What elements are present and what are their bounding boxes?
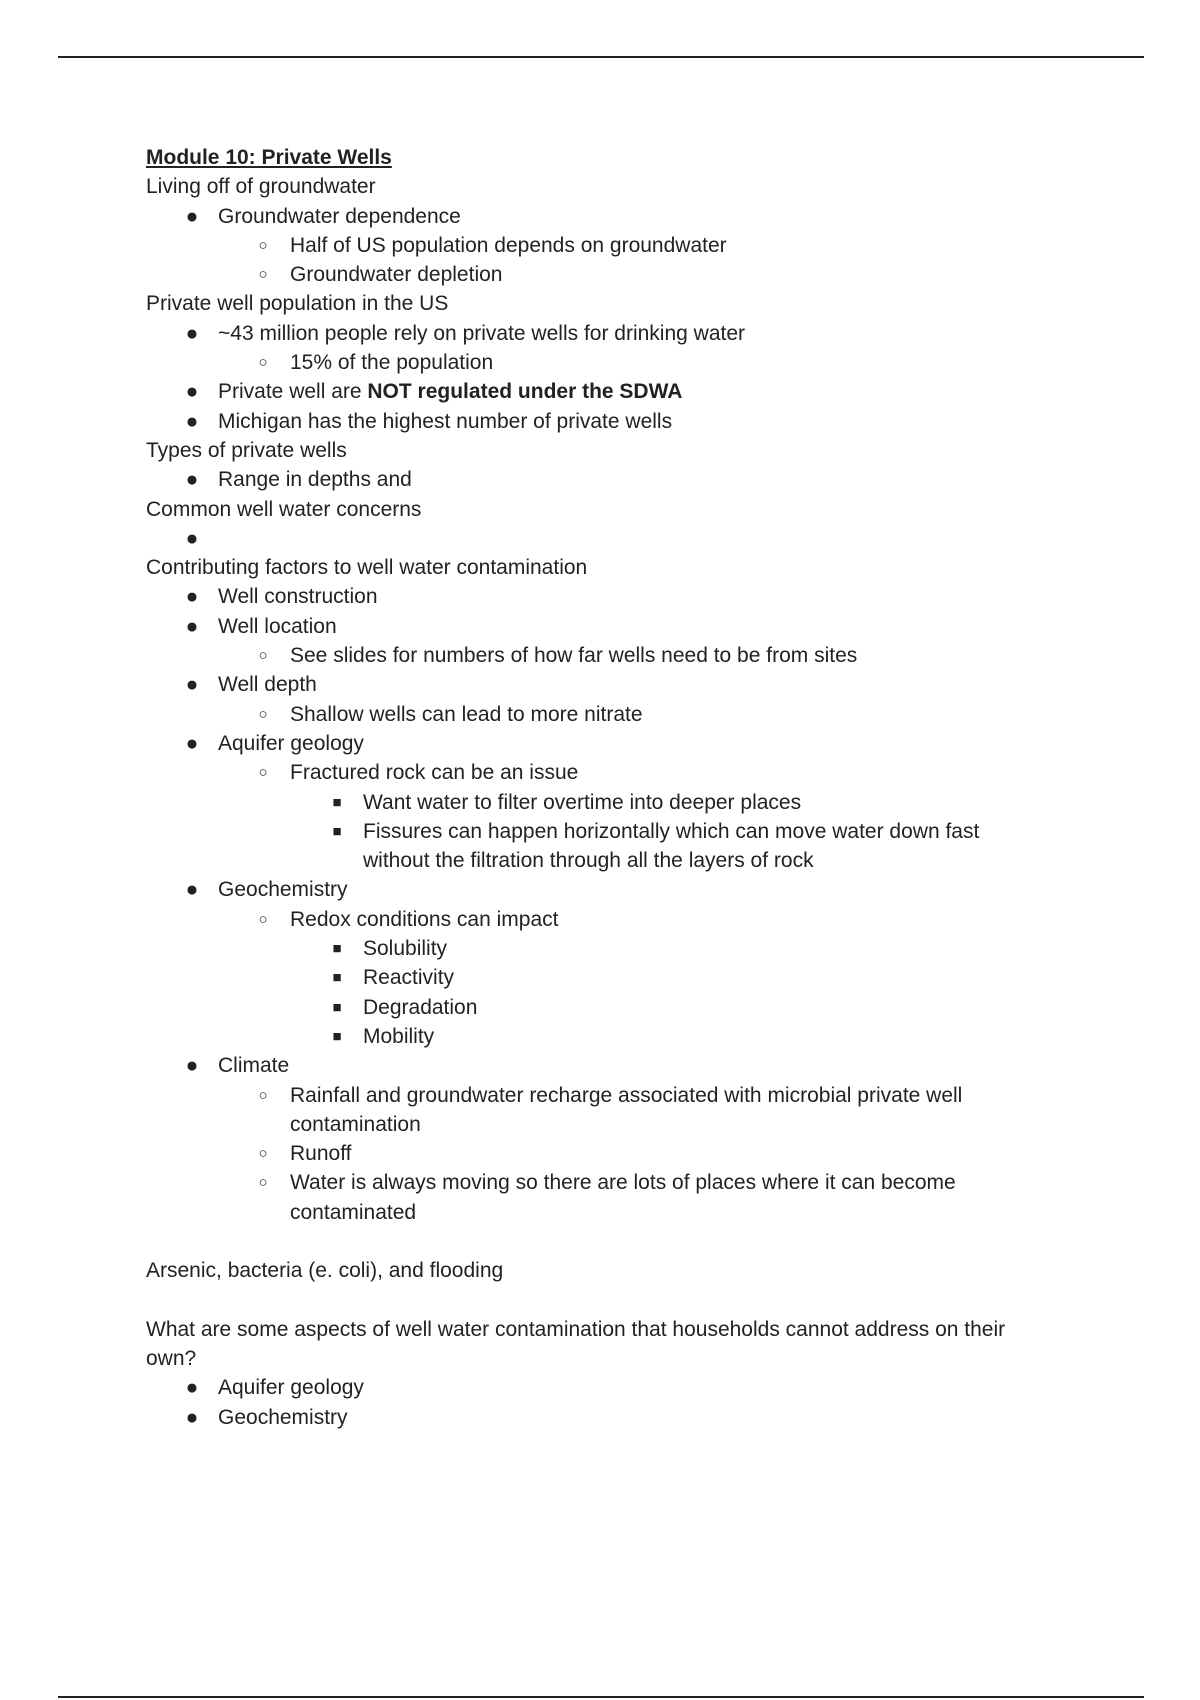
list-item: ■ Reactivity: [146, 963, 1076, 992]
list-item: ● Michigan has the highest number of private wells: [146, 407, 1076, 436]
list-item: ○ Water is always moving so there are lots of places where it can become: [146, 1168, 1076, 1197]
square-bullet-icon: ■: [332, 822, 342, 840]
list-item-continuation: contamination: [290, 1112, 421, 1136]
list-item: ● Well location: [146, 612, 1076, 641]
list-item: ○ Half of US population depends on groundwater: [146, 231, 1076, 260]
list-item: ■ Mobility: [146, 1022, 1076, 1051]
list-item: ○ Runoff: [146, 1139, 1076, 1168]
list-item: ■ Degradation: [146, 993, 1076, 1022]
circle-bullet-icon: ○: [258, 1145, 268, 1163]
disc-bullet-icon: ●: [185, 673, 199, 697]
disc-bullet-icon: ●: [185, 409, 199, 433]
circle-bullet-icon: ○: [258, 266, 268, 284]
bottom-rule: [58, 1696, 1144, 1698]
circle-bullet-icon: ○: [258, 354, 268, 372]
disc-bullet-icon: ●: [185, 614, 199, 638]
question-text-continuation: own?: [146, 1347, 197, 1371]
disc-bullet-icon: ●: [185, 468, 199, 492]
section-heading: Types of private wells: [146, 438, 347, 462]
list-item: ● Geochemistry: [146, 1403, 1076, 1432]
blank-line: [146, 1286, 1076, 1315]
disc-bullet-icon: ●: [185, 321, 199, 345]
circle-bullet-icon: ○: [258, 764, 268, 782]
square-bullet-icon: ■: [332, 998, 342, 1016]
list-item: ○ Rainfall and groundwater recharge associated with microbial private well: [146, 1081, 1076, 1110]
disc-bullet-icon: ●: [185, 878, 199, 902]
list-item-continuation: contaminated: [290, 1200, 417, 1224]
list-item: ○ Groundwater depletion: [146, 260, 1076, 289]
list-item: ■ Want water to filter overtime into deeper places: [146, 788, 1076, 817]
disc-bullet-icon: ●: [185, 731, 199, 755]
list-item: ● Aquifer geology: [146, 1373, 1076, 1402]
circle-bullet-icon: ○: [258, 1174, 268, 1192]
list-item: ● Well construction: [146, 582, 1076, 611]
square-bullet-icon: ■: [332, 969, 342, 987]
blank-line: [146, 1227, 1076, 1256]
section-heading: Private well population in the US: [146, 292, 449, 316]
top-rule: [58, 56, 1144, 58]
list-item: ● Climate: [146, 1051, 1076, 1080]
list-item-continuation: without the filtration through all the layers of rock: [363, 849, 814, 873]
disc-bullet-icon: ●: [185, 526, 199, 550]
list-item: ● Range in depths and: [146, 465, 1076, 494]
list-item: ○ See slides for numbers of how far wells need to be from sites: [146, 641, 1076, 670]
document-body: [146, 143, 1076, 1432]
circle-bullet-icon: ○: [258, 1086, 268, 1104]
list-item: ● ~43 million people rely on private wells for drinking water: [146, 319, 1076, 348]
circle-bullet-icon: ○: [258, 910, 268, 928]
list-item: ○ Shallow wells can lead to more nitrate: [146, 700, 1076, 729]
circle-bullet-icon: ○: [258, 647, 268, 665]
paragraph: Arsenic, bacteria (e. coli), and flooding: [146, 1259, 504, 1283]
disc-bullet-icon: ●: [185, 380, 199, 404]
section-heading: Common well water concerns: [146, 497, 422, 521]
disc-bullet-icon: ●: [185, 1054, 199, 1078]
square-bullet-icon: ■: [332, 940, 342, 958]
list-item: ● Private well are NOT regulated under the SDWA: [146, 377, 1076, 406]
circle-bullet-icon: ○: [258, 705, 268, 723]
disc-bullet-icon: ●: [185, 1376, 199, 1400]
list-item-empty: [146, 524, 1076, 553]
list-item: ○ Fractured rock can be an issue: [146, 758, 1076, 787]
emphasis-text: NOT regulated under the SDWA: [367, 380, 683, 404]
list-item: ■ Fissures can happen horizontally which can move water down fast: [146, 817, 1076, 846]
list-item: ● Groundwater dependence: [146, 202, 1076, 231]
question-text: What are some aspects of well water contamination that households cannot address on their: [146, 1317, 1006, 1341]
disc-bullet-icon: ●: [185, 1405, 199, 1429]
square-bullet-icon: ■: [332, 793, 342, 811]
disc-bullet-icon: ●: [185, 585, 199, 609]
section-heading: Contributing factors to well water contamination: [146, 556, 588, 580]
list-item: ● Aquifer geology: [146, 729, 1076, 758]
section-heading: Living off of groundwater: [146, 175, 376, 199]
list-item: ○ 15% of the population: [146, 348, 1076, 377]
list-item: ○ Redox conditions can impact: [146, 905, 1076, 934]
list-item: ● Geochemistry: [146, 875, 1076, 904]
list-item: ■ Solubility: [146, 934, 1076, 963]
doc-title-line: [146, 143, 1076, 172]
square-bullet-icon: ■: [332, 1027, 342, 1045]
doc-title: Module 10: Private Wells: [146, 146, 392, 169]
circle-bullet-icon: ○: [258, 236, 268, 254]
disc-bullet-icon: ●: [185, 204, 199, 228]
list-item: ● Well depth: [146, 670, 1076, 699]
